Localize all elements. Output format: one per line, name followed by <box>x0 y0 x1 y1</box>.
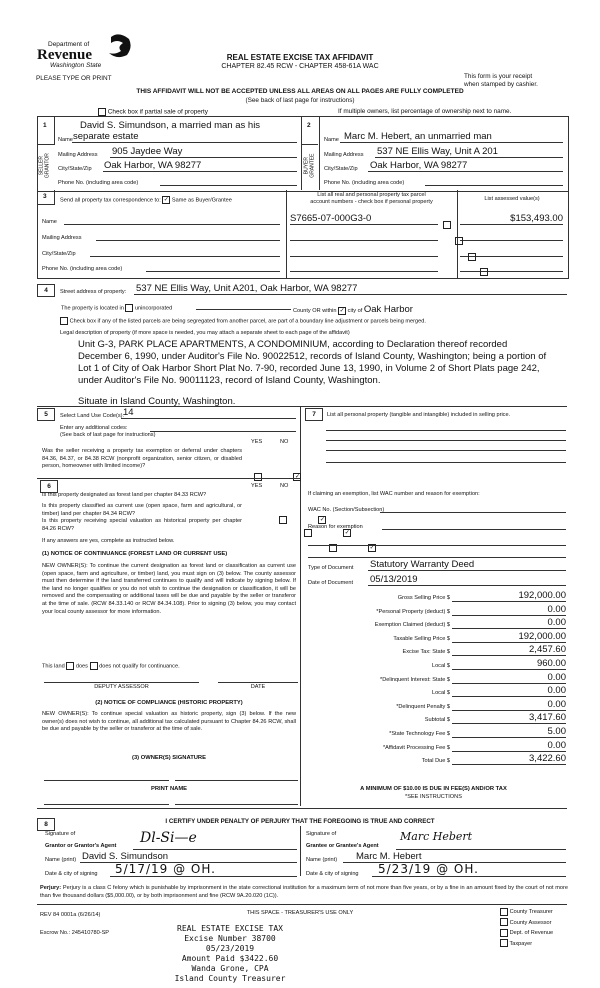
copy-checkboxes <box>500 907 553 949</box>
buyer-city[interactable]: Oak Harbor, WA 98277 <box>370 160 468 171</box>
personal-property-checkbox[interactable] <box>480 268 488 276</box>
amount-line <box>452 615 566 616</box>
assessed-value[interactable]: $153,493.00 <box>510 213 563 224</box>
parcel-number[interactable]: S7665-07-000G3-0 <box>290 213 372 224</box>
form-title: REAL ESTATE EXCISE TAX AFFIDAVIT <box>226 53 374 62</box>
amount-value[interactable]: 2,457.60 <box>529 644 566 656</box>
property-street[interactable]: 537 NE Ellis Way, Unit A201, Oak Harbor, WA 98277 <box>136 283 358 294</box>
grantor-name[interactable]: David S. Simundson <box>82 851 169 862</box>
document-type[interactable]: Statutory Warranty Deed <box>370 559 475 570</box>
historic-no-checkbox[interactable]: ✓ <box>369 544 375 551</box>
amount-line <box>452 628 566 629</box>
amount-label: Exemption Claimed (deduct) $ <box>374 622 450 629</box>
amount-value[interactable]: 0.00 <box>547 685 566 697</box>
amount-label: Local $ <box>431 690 450 697</box>
amount-line <box>452 669 566 670</box>
current-use-no-checkbox[interactable]: ✓ <box>344 529 350 536</box>
exemption-yes-checkbox[interactable] <box>254 473 262 481</box>
grantee-signature[interactable]: Marc Hebert <box>400 830 473 843</box>
seller-name-line1[interactable]: David S. Simundson, a married man as his <box>80 120 261 131</box>
seller-city[interactable]: Oak Harbor, WA 98277 <box>104 160 202 171</box>
amount-value[interactable]: 0.00 <box>547 671 566 683</box>
amount-line <box>452 710 566 711</box>
amount-label: *Personal Property (deduct) $ <box>376 608 450 615</box>
copy-county-assessor[interactable]: County Assessor <box>500 918 553 929</box>
amount-value[interactable]: 0.00 <box>547 739 566 751</box>
dor-logo-mark-icon <box>105 33 133 59</box>
amount-label: *Delinquent Penalty $ <box>396 703 450 710</box>
copy-county-treasurer[interactable]: County Treasurer <box>500 907 553 918</box>
amount-label: Taxable Selling Price $ <box>393 635 450 642</box>
grantee-name[interactable]: Marc M. Hebert <box>356 851 422 862</box>
amount-line <box>452 655 566 656</box>
grantee-date[interactable]: 5/23/19 @ OH. <box>378 862 479 876</box>
city-checkbox[interactable]: ✓ <box>339 307 345 314</box>
forest-yes-checkbox[interactable] <box>279 516 287 524</box>
copy-dept-revenue[interactable]: Dept. of Revenue <box>500 928 553 939</box>
amount-line <box>452 696 566 697</box>
personal-property-checkbox[interactable] <box>455 237 463 245</box>
seller-mailing[interactable]: 905 Jaydee Way <box>112 146 183 157</box>
perjury-notice: Perjury: Perjury is a class C felony which is punishable by imprisonment in the state correctional institution for a maximum term of not more than five years, or by a fine in an amount fixed by the court of not more than five thousand dollars ($5,000.00), or by both imprisonment and fine (RCW 9A.20.020 (1C)). <box>40 885 568 899</box>
copy-taxpayer[interactable]: Taxpayer <box>500 939 553 950</box>
amount-value[interactable]: 0.00 <box>547 603 566 615</box>
amount-label: Total Due $ <box>421 758 450 765</box>
amount-value[interactable]: 192,000.00 <box>518 590 566 601</box>
amount-line <box>452 723 566 724</box>
personal-property-checkbox[interactable] <box>468 253 476 261</box>
amount-label: Gross Selling Price $ <box>397 595 450 601</box>
owner-signature-line[interactable] <box>44 780 169 781</box>
buyer-mailing[interactable]: 537 NE Ellis Way, Unit A 201 <box>377 146 498 157</box>
buyer-phone[interactable] <box>425 185 563 186</box>
amount-value[interactable]: 3,422.60 <box>529 753 566 765</box>
amount-label: Excise Tax: State $ <box>402 649 450 656</box>
personal-property-checkbox[interactable] <box>443 221 451 229</box>
amount-line <box>452 683 566 684</box>
amount-value[interactable]: 192,000.00 <box>518 630 566 642</box>
amount-value[interactable]: 960.00 <box>536 658 566 669</box>
exemption-no-checkbox[interactable]: ✓ <box>294 473 300 480</box>
amount-line <box>452 642 566 643</box>
does-not-qualify-checkbox[interactable] <box>90 662 98 670</box>
amount-value[interactable]: 5.00 <box>547 726 566 737</box>
amount-value[interactable]: 3,417.60 <box>529 712 566 724</box>
amount-label: Local $ <box>431 663 450 669</box>
grantor-date[interactable]: 5/17/19 @ OH. <box>115 862 216 876</box>
amount-line <box>452 737 566 738</box>
same-as-buyer-checkbox[interactable]: ✓ <box>163 197 169 203</box>
seller-name-line2[interactable]: separate estate <box>73 131 139 142</box>
seller-phone[interactable] <box>160 185 297 186</box>
does-qualify-checkbox[interactable] <box>66 662 74 670</box>
owner-signature-line[interactable] <box>175 780 298 781</box>
amount-label: Subtotal $ <box>424 717 450 724</box>
treasurer-stamp: REAL ESTATE EXCISE TAX Excise Number 38700 05/23/2019 Amount Paid $3422.60 Wanda Grone, CPA Island County Treasurer <box>174 924 286 983</box>
amount-line <box>452 764 566 765</box>
excise-tax-affidavit: Department of Revenue Washington State PLEASE TYPE OR PRINT REAL ESTATE EXCISE TAX AFFIDAVIT CHAPTER 82.45 RCW - CHAPTER 458-61A WAC This form is your receipt when stamped by cashier. THIS AFFIDAVIT WILL NOT BE ACCEPTED UNLESS ALL AREAS ON ALL PAGES ARE FULLY COMPLETED (See back of last page for instructions) Check box if partial sale of property If multiple owners, list percentage of ownership next to name. 1 SELLER GRANTOR 2 BUYER GRANTEE David S. Simundson, a married man as his Name separate estate Mailing Address 905 Jaydee Way City/State/Zip Oak Harbor, WA 98277 Phone No. (including area code) Name Marc M. Hebert, an unmarried man Mailing Address 537 NE Ellis Way, Unit A 201 City/State/Zip Oak Harbor, WA 98277 Phone No. (including area code) 3 Send all property tax correspondence to: ✓ Same as Buyer/Grantee List all real and personal property tax parcel account numbers - check box if personal property List assessed value(s) Name Mailing Address City/State/Zip Phone No. (including area code) S7665-07-000G3-0 $153,493.00 4 Street address of property: 537 NE Ellis Way, Unit A201, Oak Harbor, WA 98277 The property is located in unincorporated County OR within ✓ city of Oak Harbor Check box if any of the listed parcels are being segregated from another parcel, are part of a boundary line adjustment or parcels being merged. Legal description of property (if more space is needed, you may attach a separate sheet to each page of the affidavit) Unit G-3, PARK PLACE APARTMENTS, A CONDOMINIUM, according to Declaration thereof recorded December 6, 1990, under Auditor's File No. 90022512, records of Island County, Washington; being a portion of Lot 1 of City of Oak Harbor Short Plat No. 7-90, recorded June 13, 1990, in Volume 2 of Short Plats page 242, under Auditor's File No. 90011123, record of Island County, Washington. Situate in Island County, Washington. 5 Select Land Use Code(s): 14 Enter any additional codes: (See back of last page for instructions) YES NO Was the seller receiving a property tax exemption or deferral under chapters 84.36, 84.37, or 84.38 RCW (nonprofit organization, senior citizen, or disabled person, homeowner with limited income)? ✓ 6 YES NO Is this property designated as forest land per chapter 84.33 RCW? ✓ Is this property classified as current use (open space, farm and agricultural, or timber) land per chapter 84.34 RCW? ✓ Is this property receiving special valuation as historical property per chapter 84.26 RCW? ✓ If any answers are yes, complete as instructed below. (1) NOTICE OF CONTINUANCE (FOREST LAND OR CURRENT USE) NEW OWNER(S): To continue the current designation as forest land or classification as current use (open space, farm and agriculture, or timber) land, you must sign on (3) below. The county assessor must then determine if the land transferred continues to qualify and will indicate by signing below. If the land no longer qualifies or you do not wish to continue the designation or classification, it will be removed and the compensating or additional taxes will be due and payable by the seller or transferor at the time of sale. (RCW 84.33.140 or RCW 84.34.108). Prior to signing (3) below, you may contact your local county assessor for more information. This land does does not qualify for continuance. DEPUTY ASSESSOR DATE (2) NOTICE OF COMPLIANCE (HISTORIC PROPERTY) NEW OWNER(S): To continue special valuation as historic property, sign (3) below. If the new owner(s) does not wish to continue, all additional tax calculated pursuant to Chapter 84.26 RCW, shall be due and payable by the seller or transferor at the time of sale. (3) OWNER(S) SIGNATURE PRINT NAME 7 List all personal property (tangible and intangible) included in selling price. If claiming an exemption, list WAC number and reason for exemption: WAC No. (Section/Subsection) Reason for exemption Type of Document Statutory Warranty Deed Date of Document 05/13/2019 Gross Selling Price $ 192,000.00 *Personal Property (deduct) $ 0.00 Exemption Claimed (deduct) $ 0.00 Taxable Selling Price $ 192,000.00 Excise Tax: State $ 2,457.60 Local $ 960.00 *Delinquent Interest: State $ 0.00 Local $ 0.00 *Delinquent Penalty $ 0.00 Subtotal $ 3,417.60 *State Technology Fee $ 5.00 *Affidavit Processing Fee $ 0.00 Total Due $ 3,422.60 A MINIMUM OF $10.00 IS DUE IN FEE(S) AND/OR TAX *SEE INSTRUCTIONS 8 I CERTIFY UNDER PENALTY OF PERJURY THAT THE FOREGOING IS TRUE AND CORRECT Signature of Grantor or Grantor's Agent Dl-Si—e Name (print) David S. Simundson Date & city of signing 5/17/19 @ OH. Signature of Grantee or Grantee's Agent Marc Hebert Name (print) Marc M. Hebert Date & city of signing 5/23/19 @ OH. Perjury: Perjury is a class C felony which is punishable by imprisonment in the state correctional institution for a maximum term of not more than five years, or by a fine in an amount fixed by the court of not more than five thousand dollars ($5,000.00), or by both imprisonment and fine (RCW 9A.20.020 (1C)). REV 84 0001a (6/26/14) THIS SPACE - TREASURER'S USE ONLY Escrow No.: 245410780-SP County Treasurer County Assessor Dept. of Revenue Taxpayer REAL ESTATE EXCISE TAX Excise Number 38700 05/23/2019 Amount Paid $3422.60 Wanda Grone, CPA Island County Treasurer <box>0 0 600 988</box>
amount-value[interactable]: 0.00 <box>547 617 566 629</box>
amount-label: *Affidavit Processing Fee $ <box>382 744 450 751</box>
amount-line <box>452 751 566 752</box>
document-date[interactable]: 05/13/2019 <box>370 574 418 585</box>
amount-value[interactable]: 0.00 <box>547 698 566 710</box>
buyer-name[interactable]: Marc M. Hebert, an unmarried man <box>344 131 492 142</box>
segregated-checkbox[interactable] <box>60 317 68 325</box>
partial-sale-checkbox[interactable]: Check box if partial sale of property <box>98 108 208 116</box>
buyer-grantee-label: BUYER GRANTEE <box>303 153 315 178</box>
unincorporated-checkbox[interactable] <box>125 304 133 312</box>
land-use-code[interactable]: 14 <box>123 407 134 418</box>
grantor-signature[interactable]: Dl-Si—e <box>140 830 197 846</box>
amount-line <box>452 601 566 602</box>
forest-no-checkbox[interactable]: ✓ <box>319 516 325 523</box>
seller-grantor-label: SELLER GRANTOR <box>38 153 50 179</box>
amount-label: *State Technology Fee $ <box>389 731 450 737</box>
exemption-reason-field[interactable] <box>382 529 566 530</box>
wac-number-field[interactable] <box>380 512 566 513</box>
amount-label: *Delinquent Interest: State $ <box>380 676 450 683</box>
